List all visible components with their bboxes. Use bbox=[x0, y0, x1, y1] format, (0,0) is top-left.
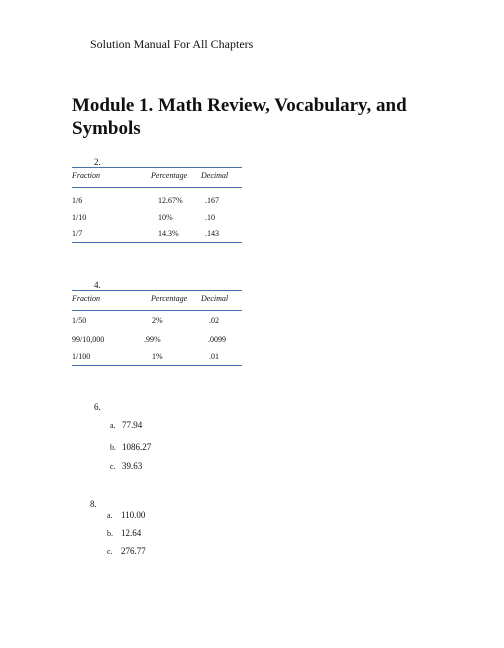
column-header-decimal: Decimal bbox=[201, 294, 229, 303]
page-title: Module 1. Math Review, Vocabulary, and Symbols bbox=[72, 95, 407, 139]
table-rule-bottom bbox=[72, 242, 242, 243]
problem-number: 4. bbox=[94, 280, 101, 290]
list-marker: a. bbox=[107, 511, 113, 520]
table-rule-bottom bbox=[72, 365, 242, 366]
table-rule-top bbox=[72, 167, 242, 168]
column-header-decimal: Decimal bbox=[201, 171, 229, 180]
table-cell-decimal: .0099 bbox=[208, 335, 226, 344]
column-header-fraction: Fraction bbox=[72, 171, 100, 180]
table-cell-fraction: 1/50 bbox=[72, 316, 87, 325]
table-rule-header bbox=[72, 310, 242, 311]
list-marker: a. bbox=[110, 421, 116, 430]
list-item bbox=[107, 528, 141, 538]
list-item bbox=[110, 461, 142, 471]
table-cell-percentage: 2% bbox=[152, 316, 163, 325]
table-cell-decimal: .02 bbox=[209, 316, 219, 325]
table-cell-decimal: .10 bbox=[205, 213, 215, 222]
table-cell-decimal: .143 bbox=[205, 229, 219, 238]
list-marker: b. bbox=[110, 443, 116, 452]
table-cell-fraction: 1/10 bbox=[72, 213, 87, 222]
column-header-percentage: Percentage bbox=[151, 171, 188, 180]
list-item bbox=[107, 510, 145, 520]
fraction-table bbox=[72, 167, 242, 243]
table-cell-fraction: 1/7 bbox=[72, 229, 83, 238]
problem-number: 2. bbox=[94, 157, 101, 167]
table-cell-percentage: .99% bbox=[144, 335, 161, 344]
fraction-table bbox=[72, 290, 242, 366]
answer-value: 39.63 bbox=[122, 461, 143, 471]
list-marker: b. bbox=[107, 529, 113, 538]
list-item bbox=[107, 546, 146, 556]
list-item bbox=[110, 420, 142, 430]
table-rule-top bbox=[72, 290, 242, 291]
column-header-percentage: Percentage bbox=[151, 294, 188, 303]
table-cell-fraction: 1/6 bbox=[72, 196, 83, 205]
answer-value: 276.77 bbox=[121, 546, 146, 556]
table-cell-percentage: 14.3% bbox=[158, 229, 179, 238]
table-cell-percentage: 12.67% bbox=[158, 196, 183, 205]
problem-number: 8. bbox=[90, 499, 97, 509]
list-marker: c. bbox=[107, 547, 113, 556]
list-item bbox=[110, 442, 151, 452]
table-cell-percentage: 10% bbox=[158, 213, 173, 222]
page-header: Solution Manual For All Chapters bbox=[90, 37, 254, 51]
table-rule-header bbox=[72, 187, 242, 188]
table-cell-fraction: 1/100 bbox=[72, 352, 91, 361]
table-cell-decimal: .01 bbox=[209, 352, 219, 361]
table-cell-percentage: 1% bbox=[152, 352, 163, 361]
list-marker: c. bbox=[110, 462, 116, 471]
answer-value: 1086.27 bbox=[122, 442, 152, 452]
answer-value: 110.00 bbox=[121, 510, 146, 520]
answer-value: 77.94 bbox=[122, 420, 143, 430]
table-cell-fraction: 99/10,000 bbox=[72, 335, 105, 344]
problem-number: 6. bbox=[94, 402, 101, 412]
answer-value: 12.64 bbox=[121, 528, 142, 538]
column-header-fraction: Fraction bbox=[72, 294, 100, 303]
table-cell-decimal: .167 bbox=[205, 196, 219, 205]
